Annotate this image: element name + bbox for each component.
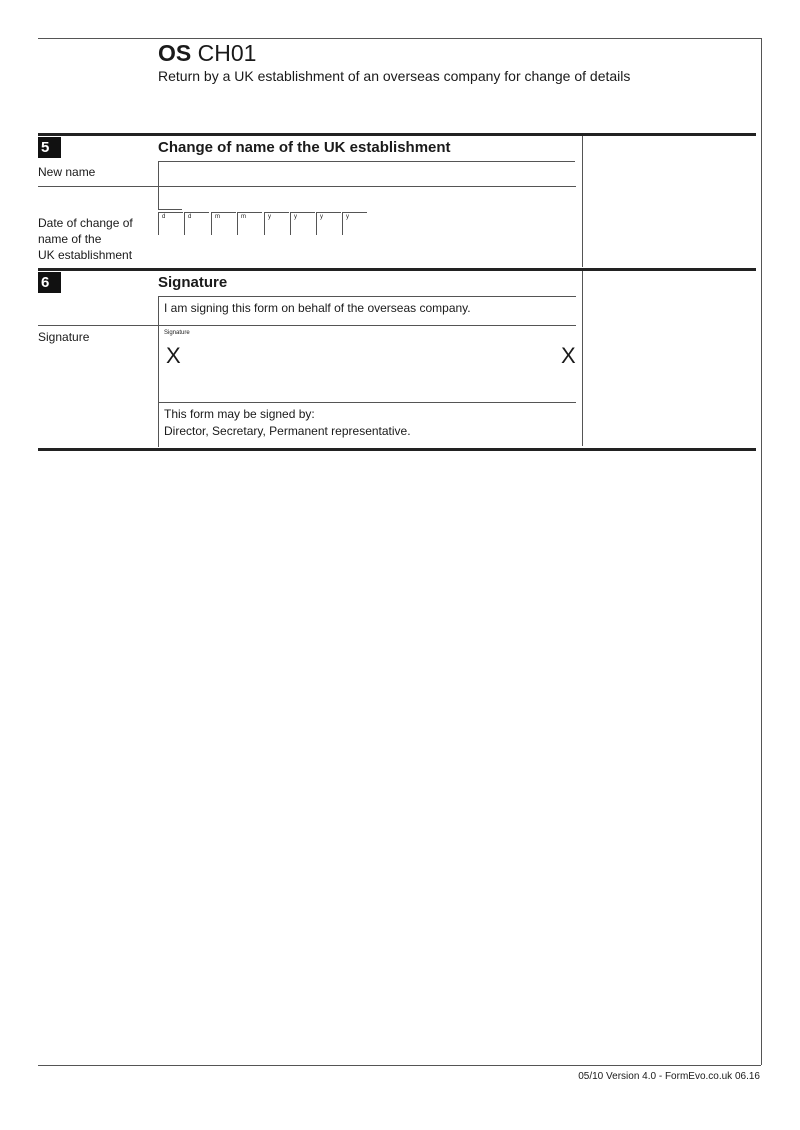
signature-x-mark-right: X: [561, 343, 576, 368]
date-box-day-1-hint: d: [162, 214, 166, 220]
date-box-year-4[interactable]: [342, 212, 367, 235]
date-divider-rule: [158, 209, 182, 210]
date-change-label-line2: name of the: [38, 232, 102, 246]
signature-x-mark-left: X: [166, 343, 181, 368]
form-code-prefix: OS: [158, 40, 192, 66]
section5-side-divider: [582, 136, 583, 267]
signature-field[interactable]: [158, 325, 576, 403]
date-box-year-1-hint: y: [268, 214, 271, 220]
top-rule: [38, 38, 761, 39]
date-box-day-1[interactable]: [158, 212, 183, 235]
signing-statement-box: [158, 296, 576, 326]
date-box-month-2-hint: m: [241, 214, 246, 220]
date-change-label-line1: Date of change of: [38, 216, 133, 230]
date-box-year-2[interactable]: [290, 212, 315, 235]
signed-by-note: [158, 402, 576, 447]
signature-row-rule: [38, 325, 158, 326]
bottom-rule: [38, 1065, 761, 1066]
date-box-day-2-hint: d: [188, 214, 192, 220]
form-subtitle: Return by a UK establishment of an overseas company for change of details: [158, 68, 631, 84]
new-name-field-midline: [159, 186, 576, 187]
section6-number: 6: [38, 272, 61, 293]
footer-version: 05/10 Version 4.0 - FormEvo.co.uk 06.16: [578, 1071, 760, 1082]
section5-top-rule: [38, 133, 756, 136]
signed-by-line2: Director, Secretary, Permanent representative.: [164, 424, 411, 438]
section5-title: Change of name of the UK establishment: [158, 139, 451, 156]
form-code-number: CH01: [197, 40, 257, 66]
section6-title: Signature: [158, 274, 228, 291]
date-box-year-1[interactable]: [264, 212, 289, 235]
new-name-label: New name: [38, 165, 96, 179]
section5-number: 5: [38, 137, 61, 158]
date-box-year-4-hint: y: [346, 214, 349, 220]
date-change-label-line3: UK establishment: [38, 248, 133, 262]
new-name-row-rule: [38, 186, 158, 187]
new-name-field[interactable]: [158, 161, 576, 209]
date-box-year-2-hint: y: [294, 214, 297, 220]
section6-side-divider: [582, 271, 583, 446]
section6-bottom-rule: [38, 448, 756, 451]
date-box-year-3[interactable]: [316, 212, 341, 235]
section6-top-rule: [38, 268, 756, 271]
date-box-day-2[interactable]: [184, 212, 209, 235]
signature-label: Signature: [38, 330, 90, 344]
signed-by-line1: This form may be signed by:: [164, 407, 315, 421]
signature-field-caption: Signature: [164, 330, 190, 336]
date-box-month-1-hint: m: [215, 214, 220, 220]
date-change-label: [38, 215, 133, 263]
date-box-month-1[interactable]: [211, 212, 236, 235]
signing-statement: I am signing this form on behalf of the overseas company.: [164, 301, 471, 315]
right-border: [761, 38, 762, 1065]
form-code: [158, 40, 256, 67]
date-box-month-2[interactable]: [237, 212, 262, 235]
date-box-year-3-hint: y: [320, 214, 323, 220]
